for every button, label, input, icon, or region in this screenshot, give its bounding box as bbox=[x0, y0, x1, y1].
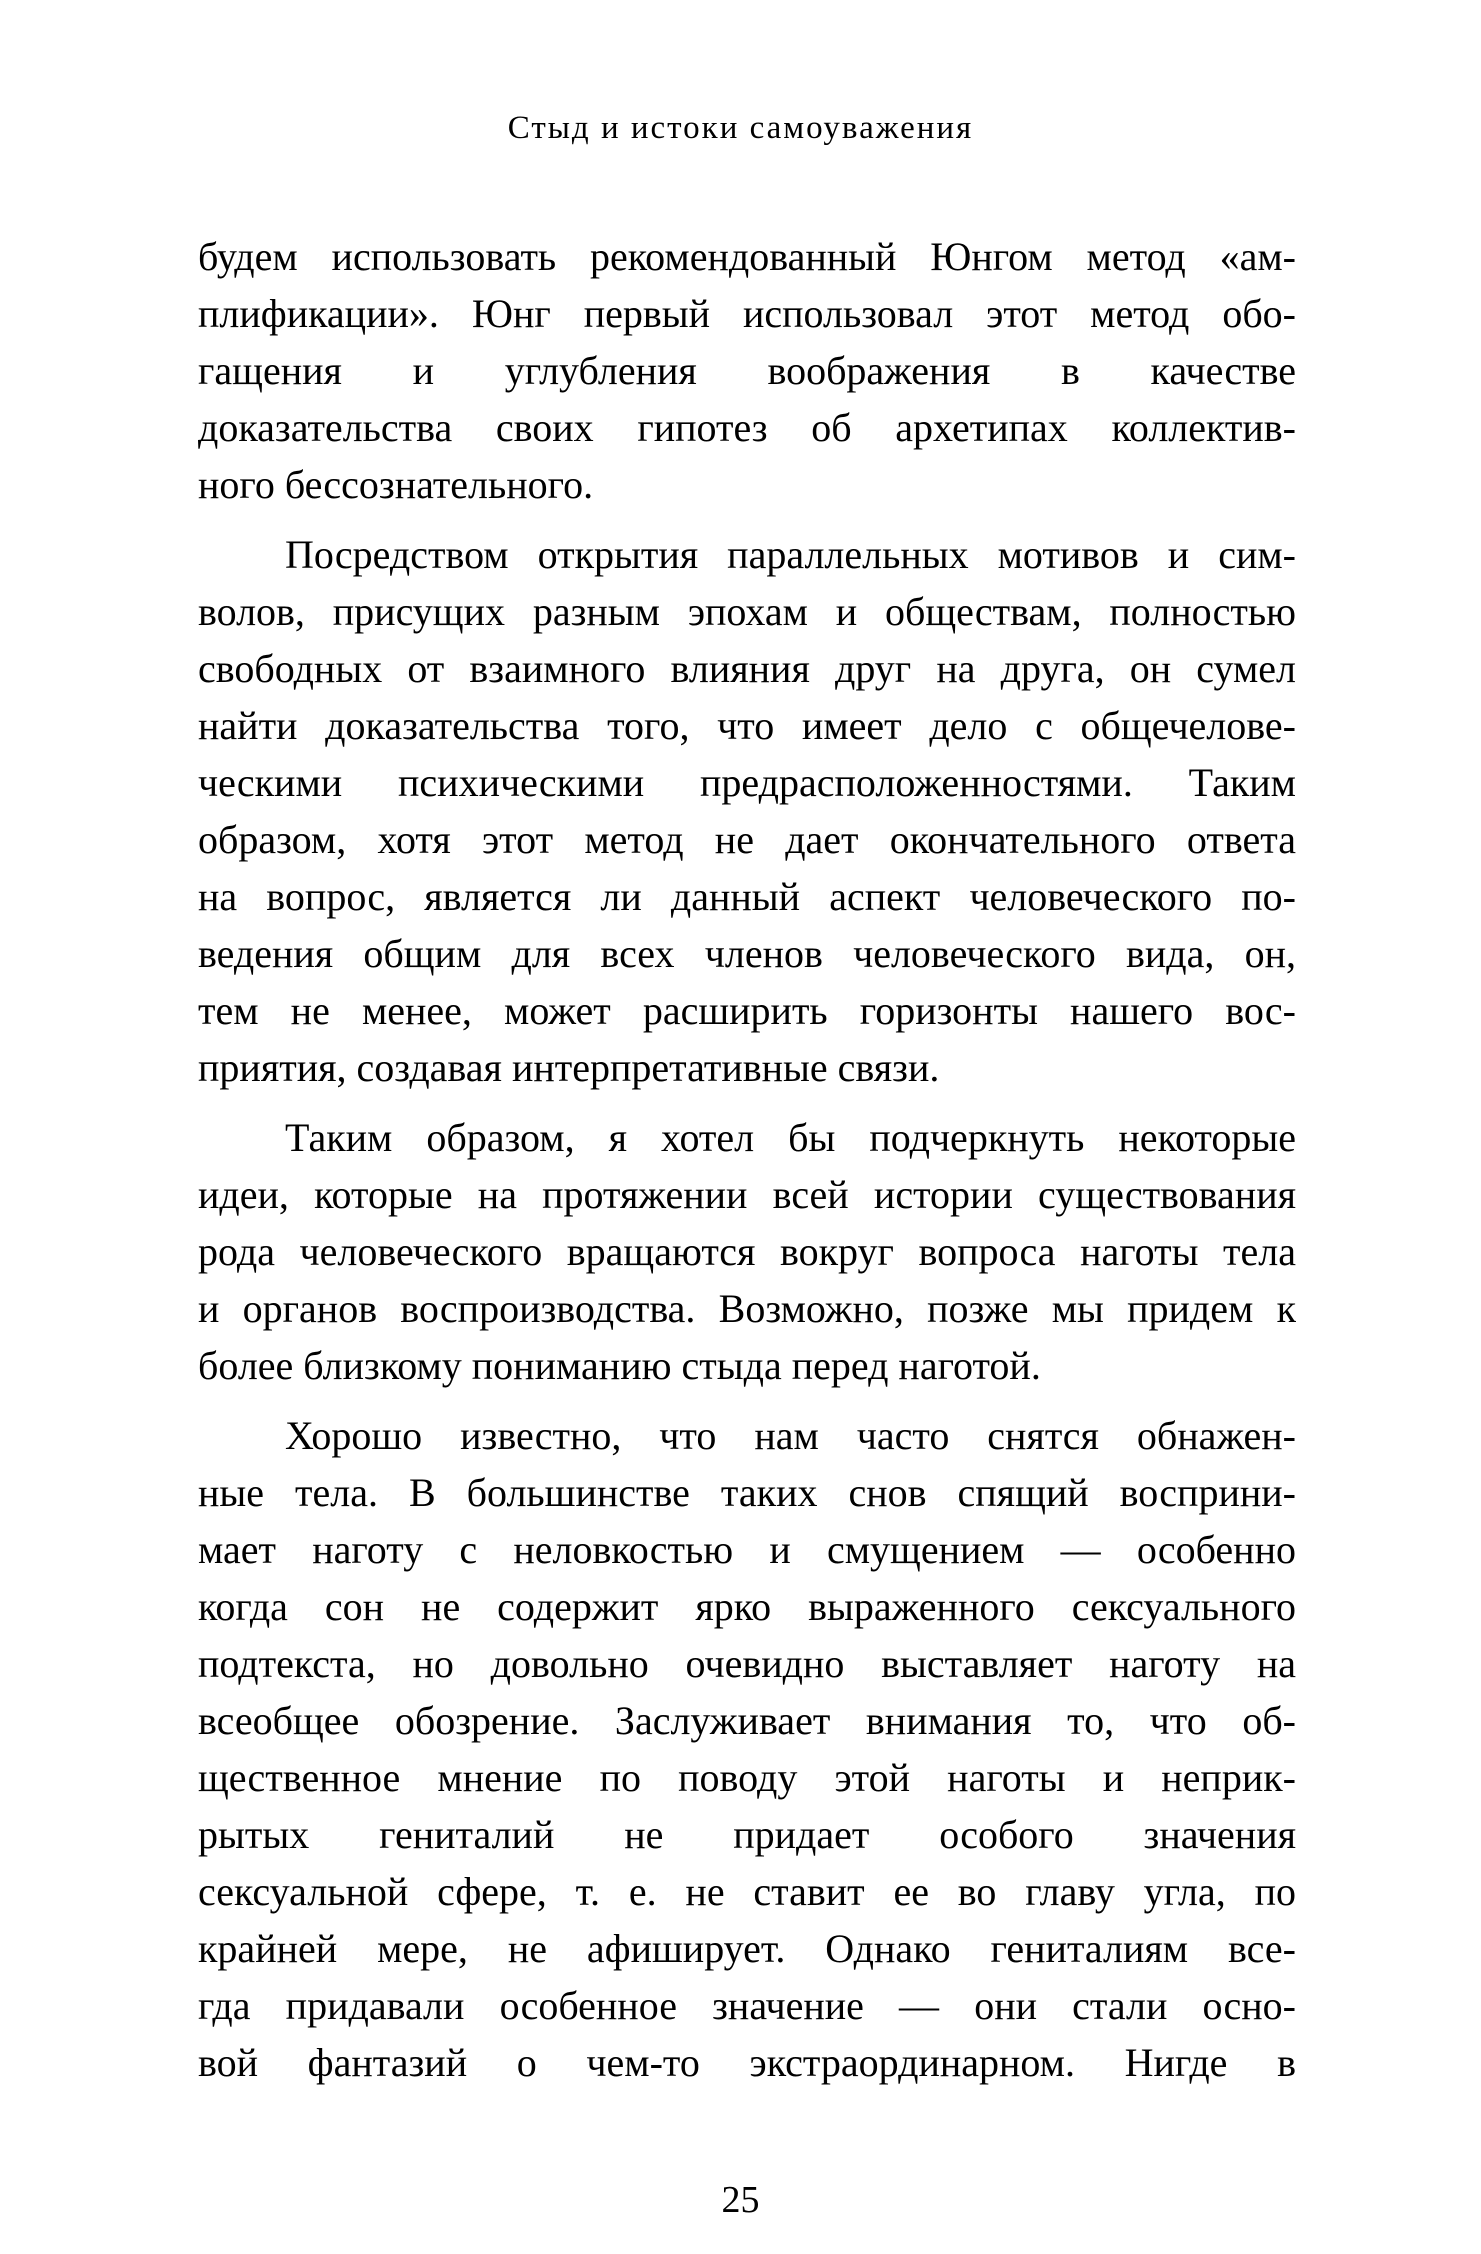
text-line: доказательства своих гипотез об архетипах коллектив- bbox=[198, 405, 1296, 450]
text-line: рода человеческого вращаются вокруг вопроса наготы тела bbox=[198, 1229, 1296, 1274]
text-line: когда сон не содержит ярко выраженного сексуального bbox=[198, 1584, 1296, 1629]
paragraph-gap bbox=[198, 513, 1296, 526]
paragraph bbox=[198, 526, 1296, 1096]
paragraph-gap bbox=[198, 1394, 1296, 1407]
text-line: приятия, создавая интерпретативные связи. bbox=[198, 1045, 940, 1090]
text-line: ческими психическими предрасположенностями. Таким bbox=[198, 760, 1296, 805]
text-line: ного бессознательного. bbox=[198, 462, 594, 507]
page-number: 25 bbox=[721, 2179, 760, 2221]
paragraph bbox=[198, 1407, 1296, 2091]
paragraph-gap bbox=[198, 1096, 1296, 1109]
text-line: свободных от взаимного влияния друг на друга, он сумел bbox=[198, 646, 1296, 691]
text-line: волов, присущих разным эпохам и обществам, полностью bbox=[198, 589, 1296, 634]
text-line: подтекста, но довольно очевидно выставляет наготу на bbox=[198, 1641, 1296, 1686]
text-line: найти доказательства того, что имеет дело с общечелове- bbox=[198, 703, 1296, 748]
body-text bbox=[198, 228, 1296, 2091]
text-line: тем не менее, может расширить горизонты нашего вос- bbox=[198, 988, 1296, 1033]
paragraph bbox=[198, 1109, 1296, 1394]
text-line: мает наготу с неловкостью и смущением — особенно bbox=[198, 1527, 1296, 1572]
text-line: гащения и углубления воображения в качестве bbox=[198, 348, 1296, 393]
text-line: образом, хотя этот метод не дает окончательного ответа bbox=[198, 817, 1296, 862]
text-line: сексуальной сфере, т. е. не ставит ее во главу угла, по bbox=[198, 1869, 1296, 1914]
text-line: Хорошо известно, что нам часто снятся обнажен- bbox=[285, 1413, 1296, 1458]
text-line: плификации». Юнг первый использовал этот метод обо- bbox=[198, 291, 1296, 336]
text-line: более близкому пониманию стыда перед наготой. bbox=[198, 1343, 1041, 1388]
text-line: и органов воспроизводства. Возможно, позже мы придем к bbox=[198, 1286, 1296, 1331]
text-line: Посредством открытия параллельных мотивов и сим- bbox=[285, 532, 1296, 577]
text-line: на вопрос, является ли данный аспект человеческого по- bbox=[198, 874, 1296, 919]
text-line: будем использовать рекомендованный Юнгом метод «ам- bbox=[198, 234, 1296, 279]
paragraph bbox=[198, 228, 1296, 513]
text-line: всеобщее обозрение. Заслуживает внимания то, что об- bbox=[198, 1698, 1296, 1743]
text-line: идеи, которые на протяжении всей истории существования bbox=[198, 1172, 1296, 1217]
text-line: вой фантазий о чем-то экстраординарном. Нигде в bbox=[198, 2040, 1296, 2085]
running-head: Стыд и истоки самоуважения bbox=[507, 110, 974, 146]
text-line: Таким образом, я хотел бы подчеркнуть некоторые bbox=[285, 1115, 1296, 1160]
text-line: ные тела. В большинстве таких снов спящий восприни- bbox=[198, 1470, 1296, 1515]
text-line: рытых гениталий не придает особого значения bbox=[198, 1812, 1296, 1857]
text-line: щественное мнение по поводу этой наготы и неприк- bbox=[198, 1755, 1296, 1800]
text-line: крайней мере, не афиширует. Однако гениталиям все- bbox=[198, 1926, 1296, 1971]
text-line: гда придавали особенное значение — они стали осно- bbox=[198, 1983, 1296, 2028]
text-line: ведения общим для всех членов человеческого вида, он, bbox=[198, 931, 1296, 976]
